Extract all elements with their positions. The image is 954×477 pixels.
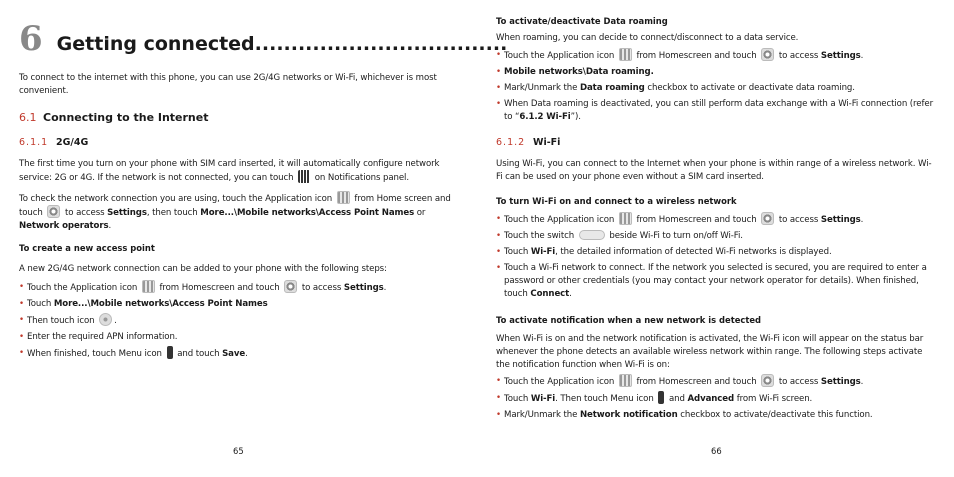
menu-icon: [658, 391, 664, 404]
text: . Then touch Menu icon: [555, 394, 654, 404]
list-item: [496, 98, 936, 124]
network-operators-label: Network operators: [19, 221, 109, 231]
list-item: [496, 392, 936, 406]
application-icon: [619, 374, 632, 387]
network-notification-label: Network notification: [579, 410, 678, 420]
settings-label: Settings: [820, 51, 861, 61]
settings-label: Settings: [820, 215, 861, 225]
paragraph-wifi: Using Wi-Fi, you can connect to the Internet when your phone is within range of a wireless network. Wi-Fi can be used on your phone even without a SIM card inserted.: [496, 159, 932, 182]
settings-icon: [284, 280, 297, 293]
paragraph-new-connection: A new 2G/4G network connection can be added to your phone with the following steps:: [19, 264, 387, 274]
wifi-steps-list: [496, 213, 936, 301]
list-item: [496, 213, 936, 227]
list-item: [496, 230, 936, 243]
application-icon: [337, 191, 350, 204]
text: Touch the switch: [504, 231, 575, 241]
text: Touch a Wi-Fi network to connect. If the network you selected is secured, you are required to enter a password or other credentials (you may contact your network operator for details). When finished, touch: [504, 263, 927, 299]
text: beside Wi-Fi to turn on/off Wi-Fi.: [609, 231, 743, 241]
text: Touch the Application icon: [504, 215, 615, 225]
text: Mark/Unmark the: [504, 410, 578, 420]
list-item: [496, 82, 936, 95]
list-item: [19, 314, 459, 328]
text: or: [416, 208, 426, 218]
settings-icon: [47, 205, 60, 218]
text: checkbox to activate/deactivate this function.: [680, 410, 873, 420]
page-number: 66: [711, 446, 722, 456]
signal-icon: [298, 170, 310, 183]
application-icon: [142, 280, 155, 293]
save-label: Save: [222, 349, 246, 359]
text: on Notifications panel.: [314, 173, 409, 183]
intro-paragraph: To connect to the internet with this phone, you can use 2G/4G networks or Wi-Fi, whichever is most convenient.: [19, 73, 437, 96]
list-item: [19, 347, 459, 361]
text: from Homescreen and touch: [159, 283, 280, 293]
subsection-heading-6-1-1: [19, 137, 459, 148]
text: and touch: [177, 349, 220, 359]
text: from Homescreen and touch: [636, 215, 757, 225]
paragraph-notification: When Wi-Fi is on and the network notification is activated, the Wi-Fi icon will appear on the status bar whenever the phone detects an available wireless network within range. The following steps activate the notification function when Wi-Fi is on:: [496, 334, 924, 370]
text: , the detailed information of detected Wi-Fi networks is displayed.: [555, 247, 832, 257]
text: checkbox to activate or deactivate data roaming.: [647, 83, 855, 93]
text: To check the network connection you are using, touch the Application icon: [19, 194, 333, 204]
paragraph-check-network: [19, 192, 459, 233]
connect-label: Connect: [530, 289, 570, 299]
text: to access: [778, 377, 819, 387]
section-heading-6-1: [19, 111, 459, 124]
chapter-heading: [19, 19, 508, 59]
text: to access: [65, 208, 105, 218]
add-icon: [99, 313, 112, 326]
settings-label: Settings: [107, 208, 147, 218]
text: Enter the required APN information.: [27, 332, 178, 342]
subsection-title: Wi-Fi: [533, 137, 561, 148]
section-number: 6.1: [19, 111, 37, 124]
text: from Wi-Fi screen.: [736, 394, 813, 404]
wifi-reference-label: 6.1.2 Wi-Fi: [519, 112, 571, 122]
list-item: [496, 375, 936, 389]
text: from Homescreen and touch: [636, 377, 757, 387]
text: from Homescreen and touch: [636, 51, 757, 61]
settings-icon: [761, 48, 774, 61]
text: Touch the Application icon: [504, 51, 615, 61]
text: .: [383, 283, 387, 293]
list-item: [19, 298, 459, 311]
text: Then touch icon: [27, 316, 95, 326]
text: .: [860, 215, 864, 225]
text: .: [860, 377, 864, 387]
list-item: [19, 331, 459, 344]
list-item: [496, 262, 936, 301]
text: to access: [778, 215, 819, 225]
text: , then touch: [146, 208, 198, 218]
path-label: More...\Mobile networks\Access Point Names: [200, 208, 415, 218]
settings-label: Settings: [343, 283, 384, 293]
text: to access: [778, 51, 819, 61]
text: Touch the Application icon: [504, 377, 615, 387]
text: and: [668, 394, 685, 404]
list-item: [496, 409, 936, 422]
procedure-heading: To create a new access point: [19, 243, 155, 253]
notification-steps-list: [496, 375, 936, 422]
text: When finished, touch Menu icon: [27, 349, 162, 359]
application-icon: [619, 48, 632, 61]
text: Mark/Unmark the: [504, 83, 578, 93]
text: Touch: [27, 299, 52, 309]
text: .: [108, 221, 112, 231]
list-item: [496, 49, 936, 63]
toggle-switch-icon: [579, 230, 605, 240]
application-icon: [619, 212, 632, 225]
text: .: [114, 316, 117, 326]
list-item: [496, 246, 936, 259]
paragraph-roaming: When roaming, you can decide to connect/disconnect to a data service.: [496, 33, 799, 43]
steps-list: [19, 281, 459, 361]
subsection-title: 2G/4G: [56, 137, 89, 148]
chapter-number: 6: [19, 19, 43, 59]
section-title: Connecting to the Internet: [43, 111, 209, 124]
list-item: [496, 66, 936, 79]
menu-icon: [167, 346, 173, 359]
procedure-heading: To turn Wi-Fi on and connect to a wireless network: [496, 196, 737, 206]
text: .: [569, 289, 572, 299]
text: .: [245, 349, 248, 359]
text: to access: [301, 283, 342, 293]
page-number: 65: [233, 446, 244, 456]
settings-icon: [761, 212, 774, 225]
wifi-label: Wi-Fi: [530, 394, 556, 404]
text: When Data roaming is deactivated, you can still perform data exchange with a Wi-Fi connection (refer to “: [504, 99, 934, 122]
subsection-heading-6-1-2: [496, 137, 936, 148]
text: Touch: [504, 394, 529, 404]
path-label: Mobile networks\Data roaming.: [504, 67, 654, 77]
text: Touch the Application icon: [27, 283, 138, 293]
subsection-number: 6.1.2: [496, 137, 526, 148]
subsection-number: 6.1.1: [19, 137, 49, 148]
text: ”).: [570, 112, 581, 122]
wifi-label: Wi-Fi: [530, 247, 556, 257]
text: .: [860, 51, 864, 61]
text: Touch: [504, 247, 529, 257]
path-label: More...\Mobile networks\Access Point Names: [53, 299, 268, 309]
text: from Home screen and touch: [19, 194, 451, 218]
chapter-title: Getting connected...................................: [56, 33, 508, 55]
text: The first time you turn on your phone with SIM card inserted, it will automatically configure network service: 2G or 4G. If the network is not connected, you can touch: [19, 159, 440, 183]
roaming-steps-list: [496, 49, 936, 124]
settings-icon: [761, 374, 774, 387]
advanced-label: Advanced: [687, 394, 735, 404]
list-item: [19, 281, 459, 295]
settings-label: Settings: [820, 377, 861, 387]
paragraph-first-time: [19, 158, 459, 185]
procedure-heading: To activate notification when a new network is detected: [496, 315, 762, 325]
procedure-heading: To activate/deactivate Data roaming: [496, 16, 668, 26]
right-page: [477, 0, 954, 477]
data-roaming-label: Data roaming: [579, 83, 645, 93]
